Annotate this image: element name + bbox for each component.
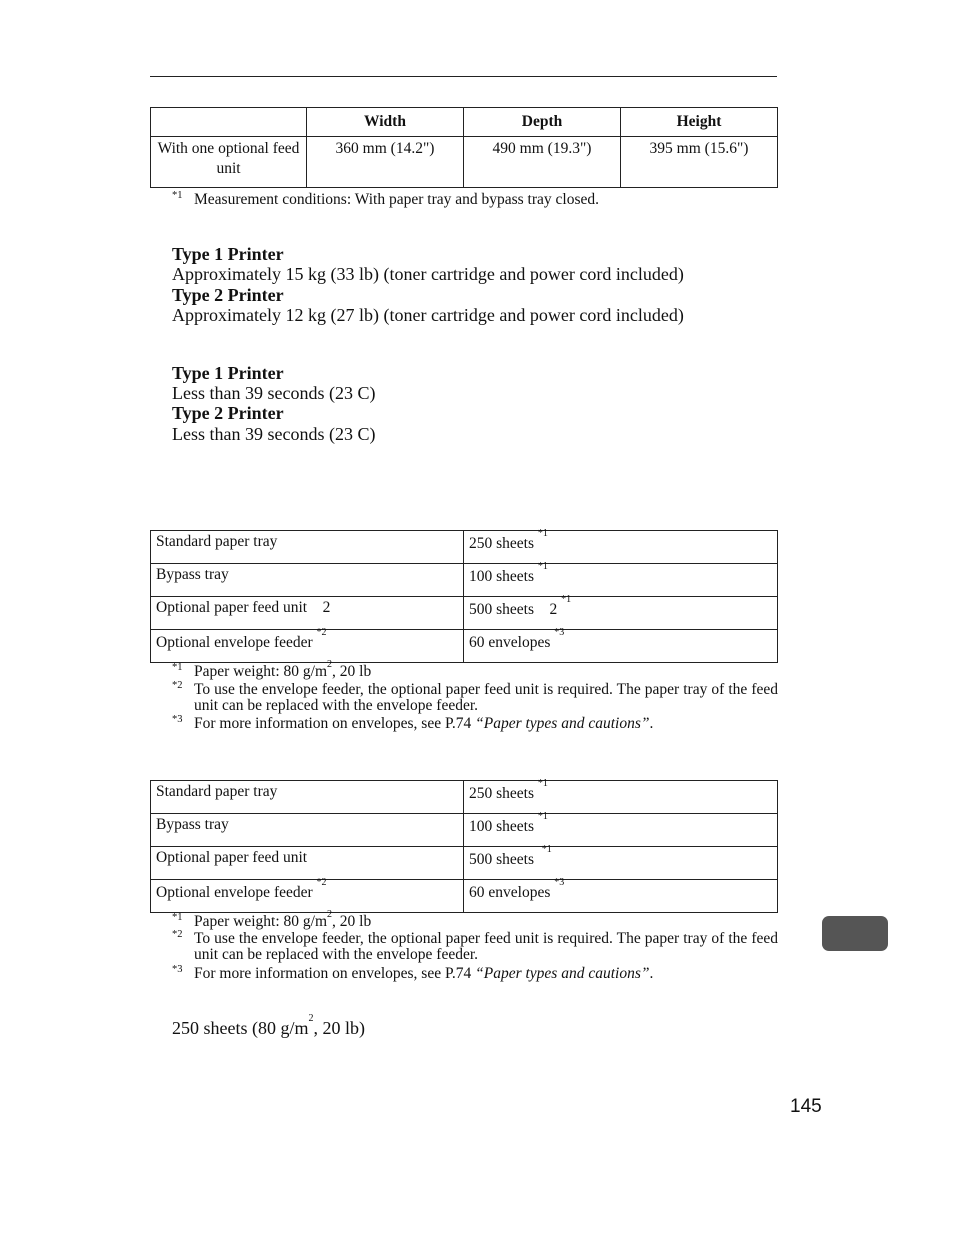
page-number: 145 xyxy=(790,1096,822,1117)
table-row xyxy=(151,847,778,880)
source-label: Bypass tray xyxy=(156,566,229,583)
table-row xyxy=(151,781,778,814)
capacity-cell xyxy=(464,778,778,814)
weight-type2-label: Type 2 Printer xyxy=(172,285,284,305)
footnote-mark: *2 xyxy=(172,929,183,940)
footnote-ref: *3 xyxy=(554,877,565,888)
footnote-mark: *1 xyxy=(172,912,183,923)
capacity-value: 500 sheets 2 xyxy=(469,601,558,618)
source-cell xyxy=(151,564,464,597)
column-header-width: Width xyxy=(307,108,464,137)
footnote-mark: *1 xyxy=(172,190,183,201)
source-label: Optional envelope feeder xyxy=(156,884,313,901)
footnote-3-text xyxy=(194,966,653,982)
column-header-depth: Depth xyxy=(464,108,621,137)
weight-type1-value: Approximately 15 kg (33 lb) (toner cartridge and power cord included) xyxy=(172,264,684,284)
capacity-value: 250 sheets xyxy=(469,535,535,552)
source-label: Optional paper feed unit 2 xyxy=(156,599,331,616)
warmup-type2-label: Type 2 Printer xyxy=(172,403,284,423)
source-cell xyxy=(151,814,464,847)
header-rule xyxy=(150,76,777,77)
capacity-value: 250 sheets xyxy=(469,785,535,802)
source-label: Standard paper tray xyxy=(156,783,278,800)
column-header-height: Height xyxy=(621,108,778,137)
capacity-cell xyxy=(464,877,778,913)
footnote-mark: *2 xyxy=(172,680,183,691)
footnote-ref: *1 xyxy=(537,528,548,539)
column-header xyxy=(151,108,307,137)
output-capacity-text xyxy=(172,1013,365,1038)
depth-value: 490 mm (19.3") xyxy=(464,137,621,188)
footnote-1-tail: , 20 lb xyxy=(332,663,372,680)
footnote-mark: *3 xyxy=(172,964,183,975)
table-row xyxy=(151,597,778,630)
output-capacity-lead: 250 sheets (80 g/m xyxy=(172,1018,309,1038)
footnote-1-lead: Paper weight: 80 g/m xyxy=(194,913,328,930)
source-label: Optional paper feed unit xyxy=(156,849,308,866)
source-cell xyxy=(151,847,464,880)
paper-capacity-table-1 xyxy=(150,530,778,663)
output-capacity-tail: , 20 lb) xyxy=(313,1018,365,1038)
footnote-1-lead: Paper weight: 80 g/m xyxy=(194,663,328,680)
warmup-type1-label: Type 1 Printer xyxy=(172,363,284,383)
footnote-text: Measurement conditions: With paper tray and bypass tray closed. xyxy=(194,191,599,208)
paper-capacity-table-2 xyxy=(150,780,778,913)
capacity-cell xyxy=(464,811,778,847)
source-label: Optional envelope feeder xyxy=(156,634,313,651)
table-row xyxy=(151,814,778,847)
source-cell xyxy=(151,531,464,564)
footnote-2-text: To use the envelope feeder, the optional paper feed unit is required. The paper tray of the feed unit can be replaced with the envelope feeder. xyxy=(194,930,778,963)
source-cell xyxy=(151,781,464,814)
footnote-1-tail: , 20 lb xyxy=(332,913,372,930)
footnote-1-text xyxy=(194,909,372,930)
footnote-ref: *1 xyxy=(537,778,548,789)
superscript: 2 xyxy=(327,909,333,920)
cross-reference-link[interactable]: “Paper types and cautions” xyxy=(475,715,650,732)
weight-type2-value: Approximately 12 kg (27 lb) (toner cartridge and power cord included) xyxy=(172,305,684,325)
footnote-ref: *1 xyxy=(561,594,572,605)
chapter-tab-marker xyxy=(822,916,888,951)
height-value: 395 mm (15.6") xyxy=(621,137,778,188)
source-label: Standard paper tray xyxy=(156,533,278,550)
superscript: 2 xyxy=(308,1013,314,1024)
table-row xyxy=(151,137,778,188)
footnote-mark: *3 xyxy=(172,714,183,725)
footnote-ref: *3 xyxy=(554,627,565,638)
capacity-value: 500 sheets xyxy=(469,851,535,868)
source-cell xyxy=(151,597,464,630)
row-label: With one optional feed unit xyxy=(151,137,307,188)
footnote-3-lead: For more information on envelopes, see P.74 xyxy=(194,715,476,732)
footnote-ref: *1 xyxy=(541,844,552,855)
capacity-value: 100 sheets xyxy=(469,568,535,585)
footnote-ref: *2 xyxy=(316,627,327,638)
footnote-ref: *2 xyxy=(316,877,327,888)
capacity-cell xyxy=(464,528,778,564)
warmup-type1-value: Less than 39 seconds (23 C) xyxy=(172,383,376,403)
capacity-cell xyxy=(464,594,778,630)
footnote-ref: *1 xyxy=(537,811,548,822)
table-row xyxy=(151,880,778,913)
footnote-3-text xyxy=(194,716,653,732)
footnote-ref: *1 xyxy=(537,561,548,572)
footnote-3-lead: For more information on envelopes, see P.74 xyxy=(194,965,476,982)
capacity-cell xyxy=(464,844,778,880)
weight-type1-label: Type 1 Printer xyxy=(172,244,284,264)
source-label: Bypass tray xyxy=(156,816,229,833)
capacity-cell xyxy=(464,561,778,597)
table-row xyxy=(151,564,778,597)
warmup-type2-value: Less than 39 seconds (23 C) xyxy=(172,424,376,444)
cross-reference-link[interactable]: “Paper types and cautions” xyxy=(475,965,650,982)
footnote-3-tail: . xyxy=(649,715,654,732)
footnote-mark: *1 xyxy=(172,662,183,673)
capacity-cell xyxy=(464,627,778,663)
footnote-3-tail: . xyxy=(649,965,654,982)
table-row xyxy=(151,630,778,663)
source-cell xyxy=(151,877,464,913)
capacity-value: 60 envelopes xyxy=(469,634,551,651)
source-cell xyxy=(151,627,464,663)
table-row xyxy=(151,531,778,564)
table-header-row xyxy=(151,108,778,137)
width-value: 360 mm (14.2") xyxy=(307,137,464,188)
superscript: 2 xyxy=(327,659,333,670)
capacity-value: 100 sheets xyxy=(469,818,535,835)
footnote-1-text xyxy=(194,659,372,680)
capacity-value: 60 envelopes xyxy=(469,884,551,901)
dimensions-table xyxy=(150,107,778,188)
footnote-2-text: To use the envelope feeder, the optional paper feed unit is required. The paper tray of the feed unit can be replaced with the envelope feeder. xyxy=(194,681,778,714)
